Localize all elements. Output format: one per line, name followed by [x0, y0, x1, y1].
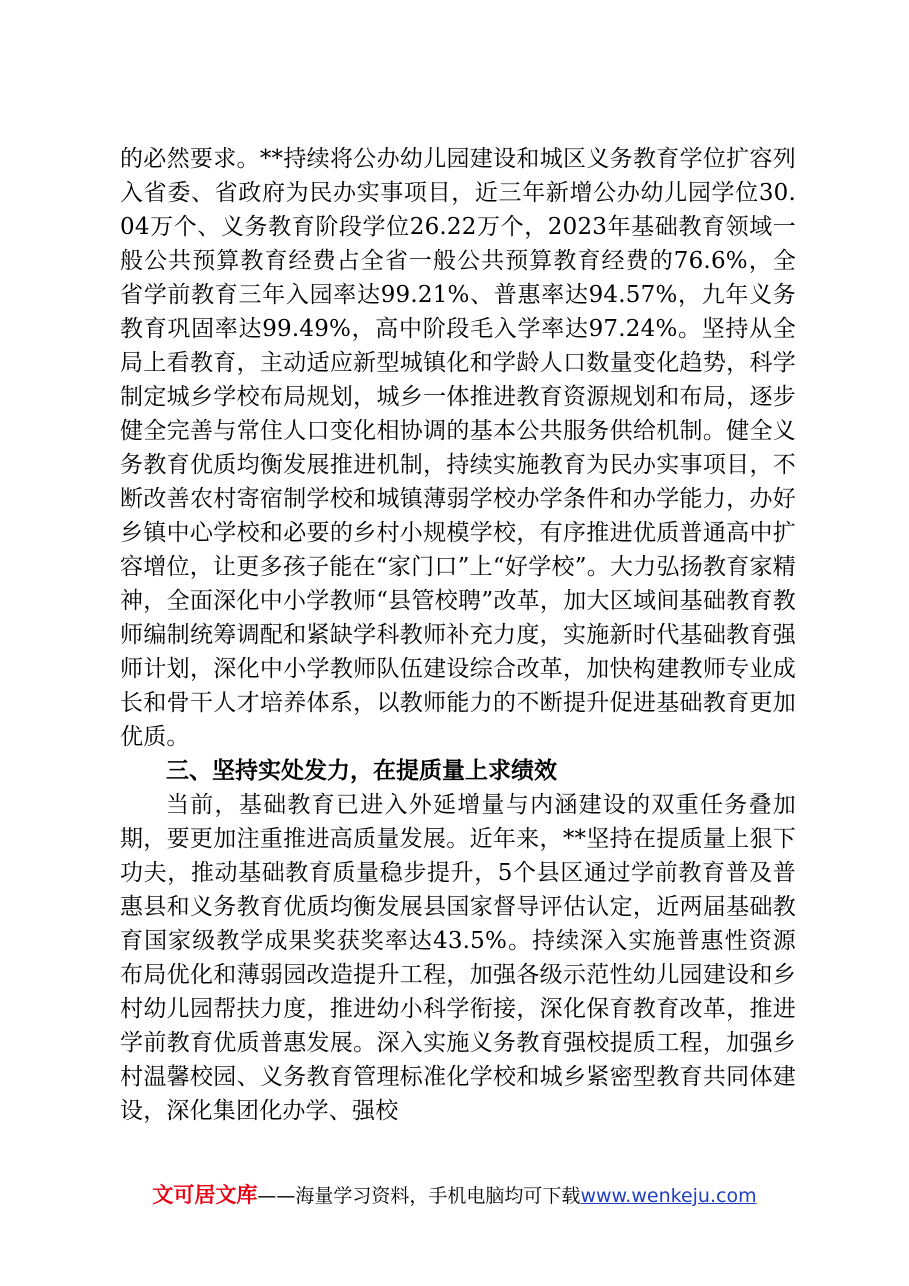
paragraph-section-3: 当前，基础教育已进入外延增量与内涵建设的双重任务叠加期，要更加注重推进高质量发展。近年来，**坚持在提质量上狠下功夫，推动基础教育质量稳步提升，5个县区通过学前教育普及普惠县和义务教育优质均衡发展县国家督导评估认定，近两届基础教育国家级教学成果奖获奖率达43.5%。持续深入实施普惠性资源布局优化和薄弱园改造提升工程，加强各级示范性幼儿园建设和乡村幼儿园帮扶力度，推进幼小科学衔接，深化保育教育改革，推进学前教育优质普惠发展。深入实施义务教育强校提质工程，加强乡村温馨校园、义务教育管理标准化学校和城乡紧密型教育共同体建设，深化集团化办学、强校 — [120, 792, 796, 1124]
footer-tagline: ——海量学习资料，手机电脑均可下载 — [257, 1185, 581, 1207]
section-heading: 三、坚持实处发力，在提质量上求绩效 — [166, 758, 557, 784]
footer-banner — [0, 1181, 909, 1210]
document-body — [120, 142, 796, 1128]
paragraph-continued: 的必然要求。**持续将公办幼儿园建设和城区义务教育学位扩容列入省委、省政府为民办实事项目，近三年新增公办幼儿园学位30.04万个、义务教育阶段学位26.22万个，2023年基础教育领域一般公共预算教育经费占全省一般公共预算教育经费的76.6%，全省学前教育三年入园率达99.21%、普惠率达94.57%，九年义务教育巩固率达99.49%，高中阶段毛入学率达97.24%。坚持从全局上看教育，主动适应新型城镇化和学龄人口数量变化趋势，科学制定城乡学校布局规划，城乡一体推进教育资源规划和布局，逐步健全完善与常住人口变化相协调的基本公共服务供给机制。健全义务教育优质均衡发展推进机制，持续实施教育为民办实事项目，不断改善农村寄宿制学校和城镇薄弱学校办学条件和办学能力，办好乡镇中心学校和必要的乡村小规模学校，有序推进优质普通高中扩容增位，让更多孩子能在“家门口”上“好学校”。大力弘扬教育家精神，全面深化中小学教师“县管校聘”改革，加大区域间基础教育教师编制统筹调配和紧缺学科教师补充力度，实施新时代基础教育强师计划，深化中小学教师队伍建设综合改革，加快构建教师专业成长和骨干人才培养体系，以教师能力的不断提升促进基础教育更加优质。 — [120, 146, 796, 750]
footer-brand: 文可居文库 — [152, 1183, 258, 1207]
footer-url-link[interactable]: www.wenkeju.com — [580, 1185, 757, 1207]
